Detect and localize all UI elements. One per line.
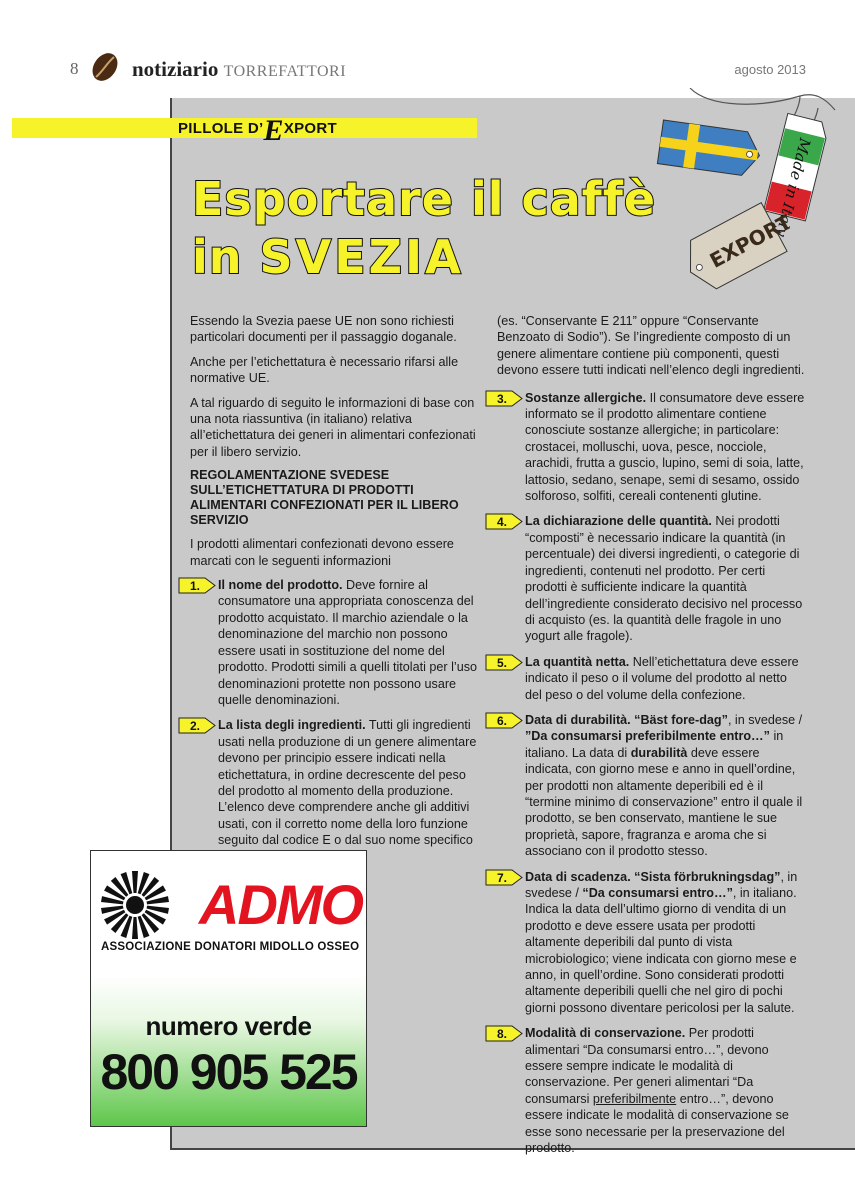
item-number: 4.: [497, 515, 508, 530]
admo-advertisement[interactable]: [90, 850, 367, 1127]
phone-number[interactable]: 800 905 525: [100, 1044, 357, 1100]
item-number: 5.: [497, 655, 508, 670]
item-title: La quantità netta.: [525, 654, 630, 669]
item-number: 6.: [497, 713, 508, 728]
continuation-paragraph: (es. “Conservante E 211” oppure “Conservante Benzoato di Sodio”). Se l’ingrediente composto di un genere alimentare contiene più componenti, questi devono essere tutti indicati nell’elenco degli ingredienti.: [497, 314, 805, 378]
page-header: [70, 56, 810, 84]
item-number: 1.: [190, 579, 201, 594]
item-number: 3.: [497, 391, 508, 406]
item-text: Nei prodotti “composti” è necessario indicare la quantità (in percentuale) dei diversi ingredienti, o categorie di ingredienti, contenuti nel prodotto. Per certi prodotti è sufficiente indicare la quantità dell’ingrediente considerato decisivo nel processo di acquisto (es. la quantità delle fragole in uno yogurt alle fragole).: [525, 514, 803, 644]
intro-paragraph-1: Essendo la Svezia paese UE non sono richiesti particolari documenti per il passaggio doganale.: [190, 314, 457, 345]
arrow-badge-icon: [485, 513, 523, 530]
item-bold: ”Da consumarsi preferibilmente entro…”: [525, 729, 770, 744]
sweden-flag-tag: [657, 120, 762, 177]
item-number: 2.: [190, 719, 201, 734]
title-line-2: [192, 228, 656, 286]
item-title: Modalità di conservazione.: [525, 1026, 686, 1041]
list-item: [497, 869, 807, 1017]
made-in-italy-text: Made in Italy: [772, 136, 815, 239]
admo-subtitle: ASSOCIAZIONE DONATORI MIDOLLO OSSEO: [101, 941, 360, 953]
item-title: La lista degli ingredienti.: [218, 718, 366, 733]
section-label-pre: PILLOLE D’: [178, 120, 264, 137]
intro-paragraph-2: Anche per l’etichettatura è necessario rifarsi alle normative UE.: [190, 354, 459, 386]
column-left: [190, 313, 480, 858]
list-item: [497, 513, 807, 644]
item-text: deve essere indicata, con giorno mese e anno in quell’ordine, per prodotti non altamente deperibili ed è il “termine minimo di conservazione” entro il quale il prodotto, se ben conservato, mantiene le sue proprietà, sapore, fragranza e aroma che si associano con il prodotto stesso.: [525, 745, 803, 859]
arrow-badge-icon: [485, 712, 523, 729]
title-country: SVEZIA: [259, 230, 464, 284]
brand-sub: TORREFATTORI: [223, 63, 347, 80]
title-line-1: Esportare il caffè: [192, 172, 657, 226]
item-bold: “Da consumarsi entro…”: [582, 886, 733, 900]
list-item: [497, 654, 807, 703]
export-tag-text: EXPORT: [705, 209, 796, 273]
item-text: , in svedese /: [525, 869, 798, 900]
item-text: Per prodotti alimentari “Da consumarsi entro…”, devono essere sempre indicate le modalità di conservazione. Per generi alimentari “Da consumarsi: [525, 1026, 769, 1106]
item-number: 8.: [497, 1027, 508, 1042]
item-number: 7.: [497, 870, 508, 885]
toll-free-label: numero verde: [145, 1011, 312, 1041]
item-text: Il consumatore deve essere informato se il prodotto alimentare contiene conosciute sostanze allergiche; in particolare: crostacei, molluschi, uova, pesce, nocciole, arachidi, frutta a guscio, lupino, semi di soia, latte, lattosio, sedano, senape, semi di sesamo, ossido solforoso, solfiti, cereali contenenti glutine.: [525, 390, 805, 504]
item-text: Deve fornire al consumatore una appropriata conoscenza del prodotto acquistato. Il marchio aziendale o la denominazione del marchio non possono essere usati in sostituzione del nome del prodotto. Prodotti simili a quelli titolati per l’uso denominazioni protette non possono usare quelle denominazioni.: [218, 578, 477, 707]
item-underline: preferibilmente: [592, 1091, 677, 1106]
article-title: [192, 170, 656, 286]
item-text: , in svedese /: [727, 712, 803, 727]
intro-paragraph-3: A tal riguardo di seguito le informazioni di base con una nota riassuntiva (in italiano) relativa all’etichettatura dei generi in alimentari confezionati per il libero servizio.: [190, 395, 476, 459]
list-item: [497, 712, 807, 860]
section-label-post: XPORT: [283, 120, 337, 137]
item-text: entro…”, devono essere indicate le modalità di conservazione se esse sono necessarie per la preservazione del prodotto.: [525, 1091, 789, 1156]
arrow-badge-icon: [178, 717, 216, 734]
arrow-badge-icon: [485, 869, 523, 886]
section-label-e: E: [263, 114, 284, 147]
arrow-badge-icon: [485, 1025, 523, 1042]
arrow-badge-icon: [178, 577, 216, 594]
admo-logo-text: ADMO: [199, 873, 363, 936]
item-text: , in italiano. Indica la data dell’ultimo giorno di vendita di un prodotto e deve essere usata per prodotti altamente deperibili dal punto di vista microbiologico; viene indicata con giorno mese e anno, in quell’ordine. Sono considerati prodotti altamente deperibili quelli che nel giro di pochi giorni possono diventare pericolosi per la salute.: [525, 886, 797, 1015]
publication-brand: [132, 57, 346, 82]
list-item: [190, 577, 480, 708]
item-title: Il nome del prodotto.: [218, 578, 343, 593]
item-title: Data di scadenza. “Sista förbrukningsdag”: [525, 869, 781, 884]
section-label: [178, 114, 337, 147]
item-title: Sostanze allergiche.: [525, 390, 647, 405]
item-title: La dichiarazione delle quantità.: [525, 514, 712, 529]
lead-paragraph: I prodotti alimentari confezionati devono essere marcati con le seguenti informazioni: [190, 537, 454, 568]
item-text: in italiano. La data di: [525, 729, 784, 760]
list-item: [497, 390, 807, 505]
item-text: Tutti gli ingredienti usati nella produzione di un genere alimentare devono per principio essere indicati nella etichettatura, in ordine decrescente del peso del prodotto al momento della produzione. L’elenco deve comprendere anche gli additivi usati, con il corretto nome della loro funzione seguito dal codice E o dal suo nome specifico: [218, 718, 477, 848]
arrow-badge-icon: [485, 390, 523, 407]
page-number: 8: [70, 59, 79, 78]
regulation-heading: REGOLAMENTAZIONE SVEDESE SULL’ETICHETTATURA DI PRODOTTI ALIMENTARI CONFEZIONATI PER IL LIBERO SERVIZIO: [190, 468, 459, 528]
item-bold: durabilità: [630, 745, 688, 760]
list-item: [497, 1025, 807, 1156]
arrow-badge-icon: [485, 654, 523, 671]
sunburst-logo-icon: [99, 869, 171, 941]
coffee-bean-icon: [88, 50, 122, 84]
export-tags-illustration: [650, 88, 855, 298]
brand-main: notiziario: [132, 57, 219, 81]
issue-date: agosto 2013: [734, 62, 806, 77]
list-item: [190, 717, 480, 848]
export-tag: [677, 195, 802, 296]
item-title: Data di durabilità. “Bäst fore-dag”: [525, 712, 728, 727]
title-line-2-pre: in: [192, 230, 260, 284]
item-text: Nell’etichettatura deve essere indicato il peso o il volume del prodotto al netto del peso o del volume della confezione.: [525, 654, 799, 702]
column-right: [497, 313, 807, 1166]
